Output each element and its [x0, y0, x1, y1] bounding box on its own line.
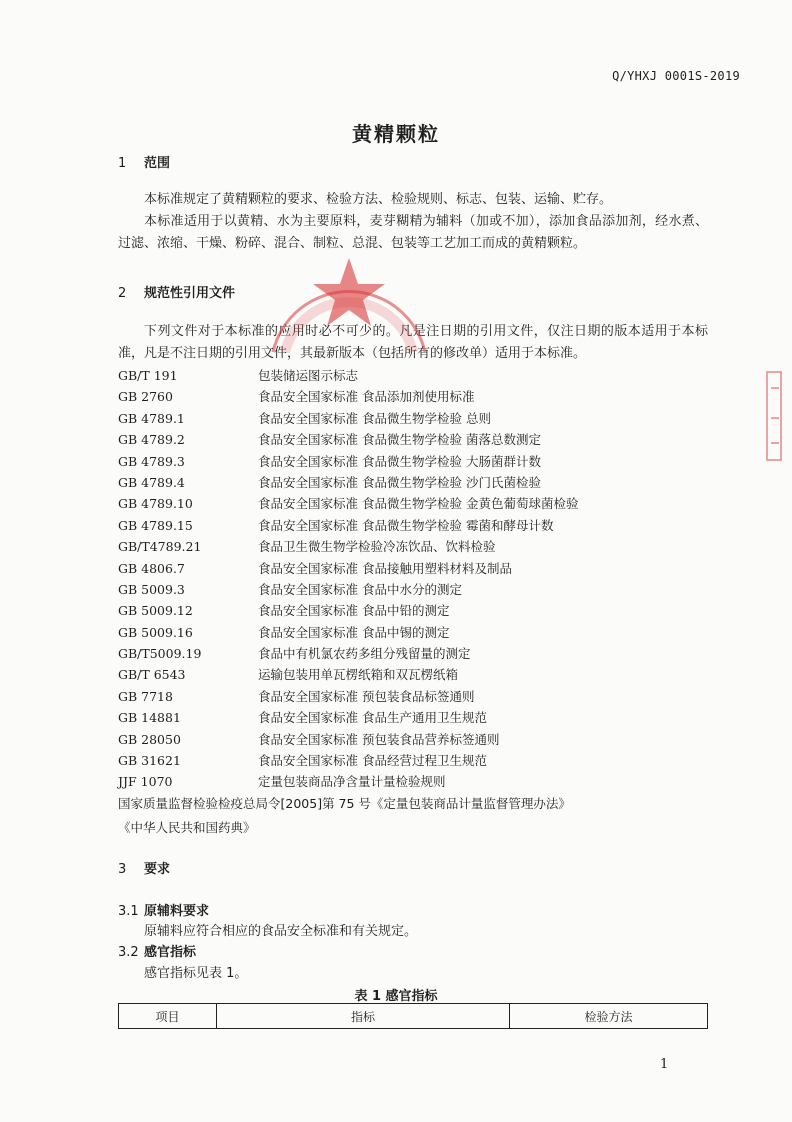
- reference-name: 食品安全国家标准 食品微生物学检验 金黄色葡萄球菌检验: [258, 496, 579, 512]
- reference-code: GB 4789.3: [118, 453, 185, 469]
- reference-name: 食品安全国家标准 预包装食品营养标签通则: [258, 731, 500, 747]
- scope-paragraph-2: 本标准适用于以黄精、水为主要原料，麦芽糊精为辅料（加或不加），添加食品添加剂，经水煮、过滤、浓缩、干燥、粉碎、混合、制粒、总混、包装等工艺加工而成的黄精颗粒。: [118, 214, 708, 251]
- reference-name: 食品卫生微生物学检验冷冻饮品、饮料检验: [258, 539, 496, 555]
- section-title: 范围: [144, 156, 171, 171]
- reference-code: GB 7718: [118, 688, 173, 704]
- raw-material-text: 原辅料应符合相应的食品安全标准和有关规定。: [144, 924, 418, 939]
- reference-name: 运输包装用单瓦楞纸箱和双瓦楞纸箱: [258, 667, 459, 683]
- reference-name: 食品安全国家标准 食品添加剂使用标准: [258, 389, 475, 405]
- table-caption: 表 1 感官指标: [354, 989, 438, 1004]
- reference-name: 食品安全国家标准 食品生产通用卫生规范: [258, 710, 487, 726]
- table-header-cell: 检验方法: [510, 1004, 708, 1029]
- section-title: 要求: [144, 862, 171, 877]
- reference-code: GB 5009.3: [118, 581, 185, 597]
- reference-name: 食品中有机氯农药多组分残留量的测定: [258, 646, 471, 662]
- seal-star-icon: [313, 258, 385, 326]
- section-3-heading: [118, 858, 170, 877]
- reference-code: GB 4789.1: [118, 410, 185, 426]
- reference-row: [118, 365, 718, 386]
- reference-name: 定量包装商品净含量计量检验规则: [258, 774, 446, 790]
- section-number: 2: [118, 286, 127, 301]
- reference-code: GB 4789.2: [118, 432, 185, 448]
- reference-code: GB/T 6543: [118, 667, 186, 683]
- reference-row: [118, 386, 718, 407]
- reference-row: [118, 451, 718, 472]
- document-title: 黄精颗粒: [352, 122, 440, 146]
- reference-code: GB 5009.16: [118, 624, 193, 640]
- reference-code: GB/T 191: [118, 368, 178, 383]
- reference-row: [118, 600, 718, 621]
- section-title: 感官指标: [144, 945, 197, 960]
- section-3-1-heading: [118, 900, 209, 919]
- reference-code: GB 2760: [118, 389, 173, 405]
- extra-reference: 《中华人民共和国药典》: [118, 820, 256, 835]
- company-seal: [263, 222, 435, 358]
- section-title: 原辅料要求: [144, 904, 210, 919]
- section-2-heading: [118, 282, 235, 301]
- reference-code: GB 4789.4: [118, 474, 185, 490]
- sensory-table: [118, 1003, 708, 1029]
- reference-row: [118, 579, 718, 600]
- reference-code: GB 14881: [118, 710, 181, 726]
- reference-row: [118, 750, 718, 771]
- reference-code: JJF 1070: [118, 774, 173, 790]
- extra-reference: 国家质量监督检验检疫总局令[2005]第 75 号《定量包装商品计量监督管理办法》: [118, 796, 571, 811]
- reference-code: GB/T4789.21: [118, 539, 202, 555]
- reference-code: GB 5009.12: [118, 603, 193, 619]
- reference-name: 食品安全国家标准 食品微生物学检验 沙门氏菌检验: [258, 474, 541, 490]
- reference-name: 包装储运图示标志: [258, 368, 359, 383]
- reference-code: GB 4806.7: [118, 560, 185, 576]
- references-intro: 下列文件对于本标准的应用时必不可少的。凡是注日期的引用文件，仅注日期的版本适用于本标准，凡是不注日期的引用文件，其最新版本（包括所有的修改单）适用于本标准。: [118, 324, 708, 361]
- reference-row: [118, 664, 718, 685]
- reference-name: 食品安全国家标准 食品微生物学检验 大肠菌群计数: [258, 453, 541, 469]
- reference-row: [118, 729, 718, 750]
- reference-name: 食品安全国家标准 食品经营过程卫生规范: [258, 753, 487, 769]
- section-number: 3: [118, 862, 127, 877]
- references-list: [118, 365, 718, 793]
- section-number: 1: [118, 156, 127, 171]
- reference-row: [118, 558, 718, 579]
- reference-row: [118, 622, 718, 643]
- page-number: 1: [660, 1057, 669, 1072]
- sensory-text: 感官指标见表 1。: [144, 966, 248, 981]
- reference-code: GB 31621: [118, 753, 181, 769]
- reference-row: [118, 429, 718, 450]
- reference-name: 食品安全国家标准 食品中锡的测定: [258, 624, 450, 640]
- reference-row: [118, 493, 718, 514]
- edge-stamp-fragment: [763, 368, 785, 464]
- reference-code: GB 4789.10: [118, 496, 193, 512]
- reference-name: 食品安全国家标准 食品微生物学检验 菌落总数测定: [258, 432, 541, 448]
- table-header-row: [119, 1004, 708, 1029]
- table-header-cell: 指标: [217, 1004, 510, 1029]
- reference-row: [118, 536, 718, 557]
- section-3-2-heading: [118, 941, 196, 960]
- reference-name: 食品安全国家标准 食品微生物学检验 霉菌和酵母计数: [258, 517, 554, 533]
- section-number: 3.1: [118, 904, 139, 919]
- reference-code: GB 28050: [118, 731, 181, 747]
- reference-code: GB 4789.15: [118, 517, 193, 533]
- standard-code: Q/YHXJ 0001S-2019: [612, 69, 740, 83]
- section-title: 规范性引用文件: [144, 286, 236, 301]
- reference-code: GB/T5009.19: [118, 646, 202, 662]
- reference-row: [118, 643, 718, 664]
- reference-row: [118, 515, 718, 536]
- reference-row: [118, 707, 718, 728]
- reference-row: [118, 686, 718, 707]
- table-header-cell: 项目: [119, 1004, 217, 1029]
- reference-row: [118, 408, 718, 429]
- section-1-heading: [118, 152, 170, 171]
- reference-name: 食品安全国家标准 食品中水分的测定: [258, 581, 462, 597]
- reference-row: [118, 472, 718, 493]
- reference-name: 食品安全国家标准 食品微生物学检验 总则: [258, 410, 491, 426]
- reference-row: [118, 771, 718, 792]
- reference-name: 食品安全国家标准 预包装食品标签通则: [258, 688, 475, 704]
- scope-paragraph-1: 本标准规定了黄精颗粒的要求、检验方法、检验规则、标志、包装、运输、贮存。: [144, 192, 613, 207]
- reference-name: 食品安全国家标准 食品接触用塑料材料及制品: [258, 560, 512, 576]
- section-number: 3.2: [118, 945, 139, 960]
- reference-name: 食品安全国家标准 食品中铅的测定: [258, 603, 450, 619]
